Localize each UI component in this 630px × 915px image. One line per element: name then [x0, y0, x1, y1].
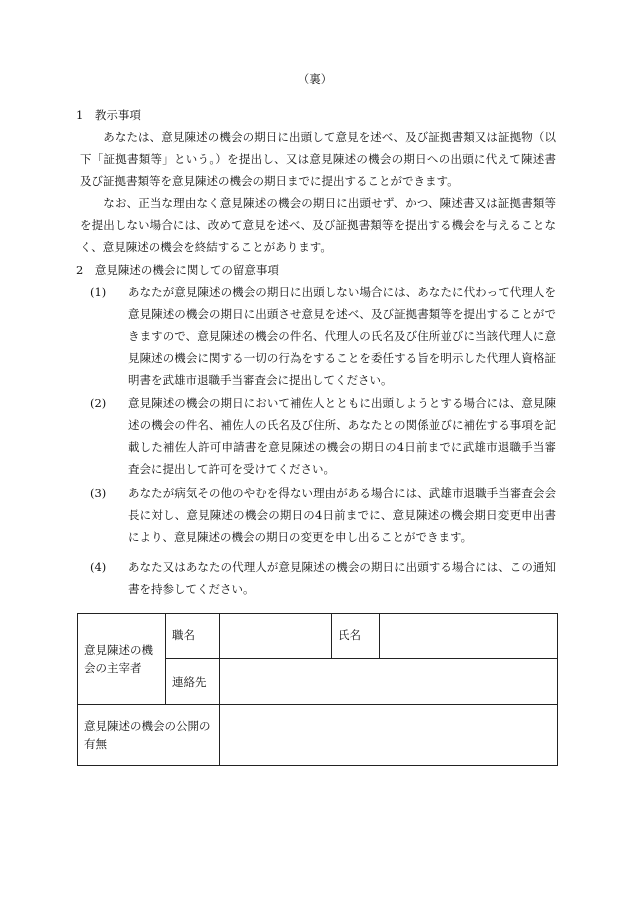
host-info-table: [77, 613, 558, 766]
contact-value-cell: [220, 659, 558, 705]
section1-paragraph-2: なお、正当な理由なく意見陳述の機会の期日に出頭せず、かつ、陳述書又は証拠書類等を提出しない場合には、改めて意見を述べ、及び証拠書類等を提出する機会を与えることなく、意見陳述の機会を終結することがあります。: [80, 196, 556, 254]
notice-item-1: [80, 281, 556, 391]
name-value-cell: [380, 614, 558, 659]
notice-item-text: あなた又はあなたの代理人が意見陳述の機会の期日に出頭する場合には、この通知書を持参してください。: [128, 560, 556, 596]
section2-heading: 2 意見陳述の機会に関しての留意事項: [76, 263, 279, 277]
notice-item-text: あなたが病気その他のやむを得ない理由がある場合には、武雄市退職手当審査会会長に対し、意見陳述の機会の期日の4日前までに、意見陳述の機会期日変更申出書により、意見陳述の機会の期日の変更を申し出ることができます。: [128, 486, 556, 544]
section1-heading: 1 教示事項: [76, 108, 141, 122]
notice-item-4: [80, 556, 556, 600]
name-label-cell: 氏名: [332, 614, 380, 659]
notice-item-2: [80, 392, 556, 480]
position-value-cell: [220, 614, 332, 659]
notice-item-text: あなたが意見陳述の機会の期日に出頭しない場合には、あなたに代わって代理人を意見陳述の機会の期日に出頭させ意見を述べ、及び証拠書類等を提出することができますので、意見陳述の機会の件名、代理人の氏名及び住所並びに当該代理人に意見陳述の機会に関する一切の行為をすることを委任する旨を明示した代理人資格証明書を武雄市退職手当審査会に提出してください。: [128, 285, 556, 387]
position-label-cell: 職名: [166, 614, 220, 659]
public-value-cell: [220, 705, 558, 766]
notice-item-text: 意見陳述の機会の期日において補佐人とともに出頭しようとする場合には、意見陳述の機会の件名、補佐人の氏名及び住所、あなたとの関係並びに補佐する事項を記載した補佐人許可申請書を意見陳述の機会の期日の4日前までに武雄市退職手当審査会に提出して許可を受けてください。: [128, 396, 556, 476]
public-label-cell: 意見陳述の機会の公開の有無: [78, 705, 220, 766]
notice-item-number: (2): [90, 396, 107, 410]
section1-paragraph-1: あなたは、意見陳述の機会の期日に出頭して意見を述べ、及び証拠書類又は証拠物（以下「証拠書類等」という。）を提出し、又は意見陳述の機会の期日への出頭に代えて陳述書及び証拠書類等を意見陳述の機会の期日までに提出することができます。: [80, 130, 556, 188]
notice-item-number: (4): [90, 560, 107, 574]
host-label-cell: 意見陳述の機会の主宰者: [78, 614, 166, 705]
page-label-back: （裏）: [297, 72, 333, 86]
notice-item-3: [80, 482, 556, 548]
notice-item-number: (3): [90, 486, 107, 500]
notice-item-number: (1): [90, 285, 107, 299]
contact-label-cell: 連絡先: [166, 659, 220, 705]
